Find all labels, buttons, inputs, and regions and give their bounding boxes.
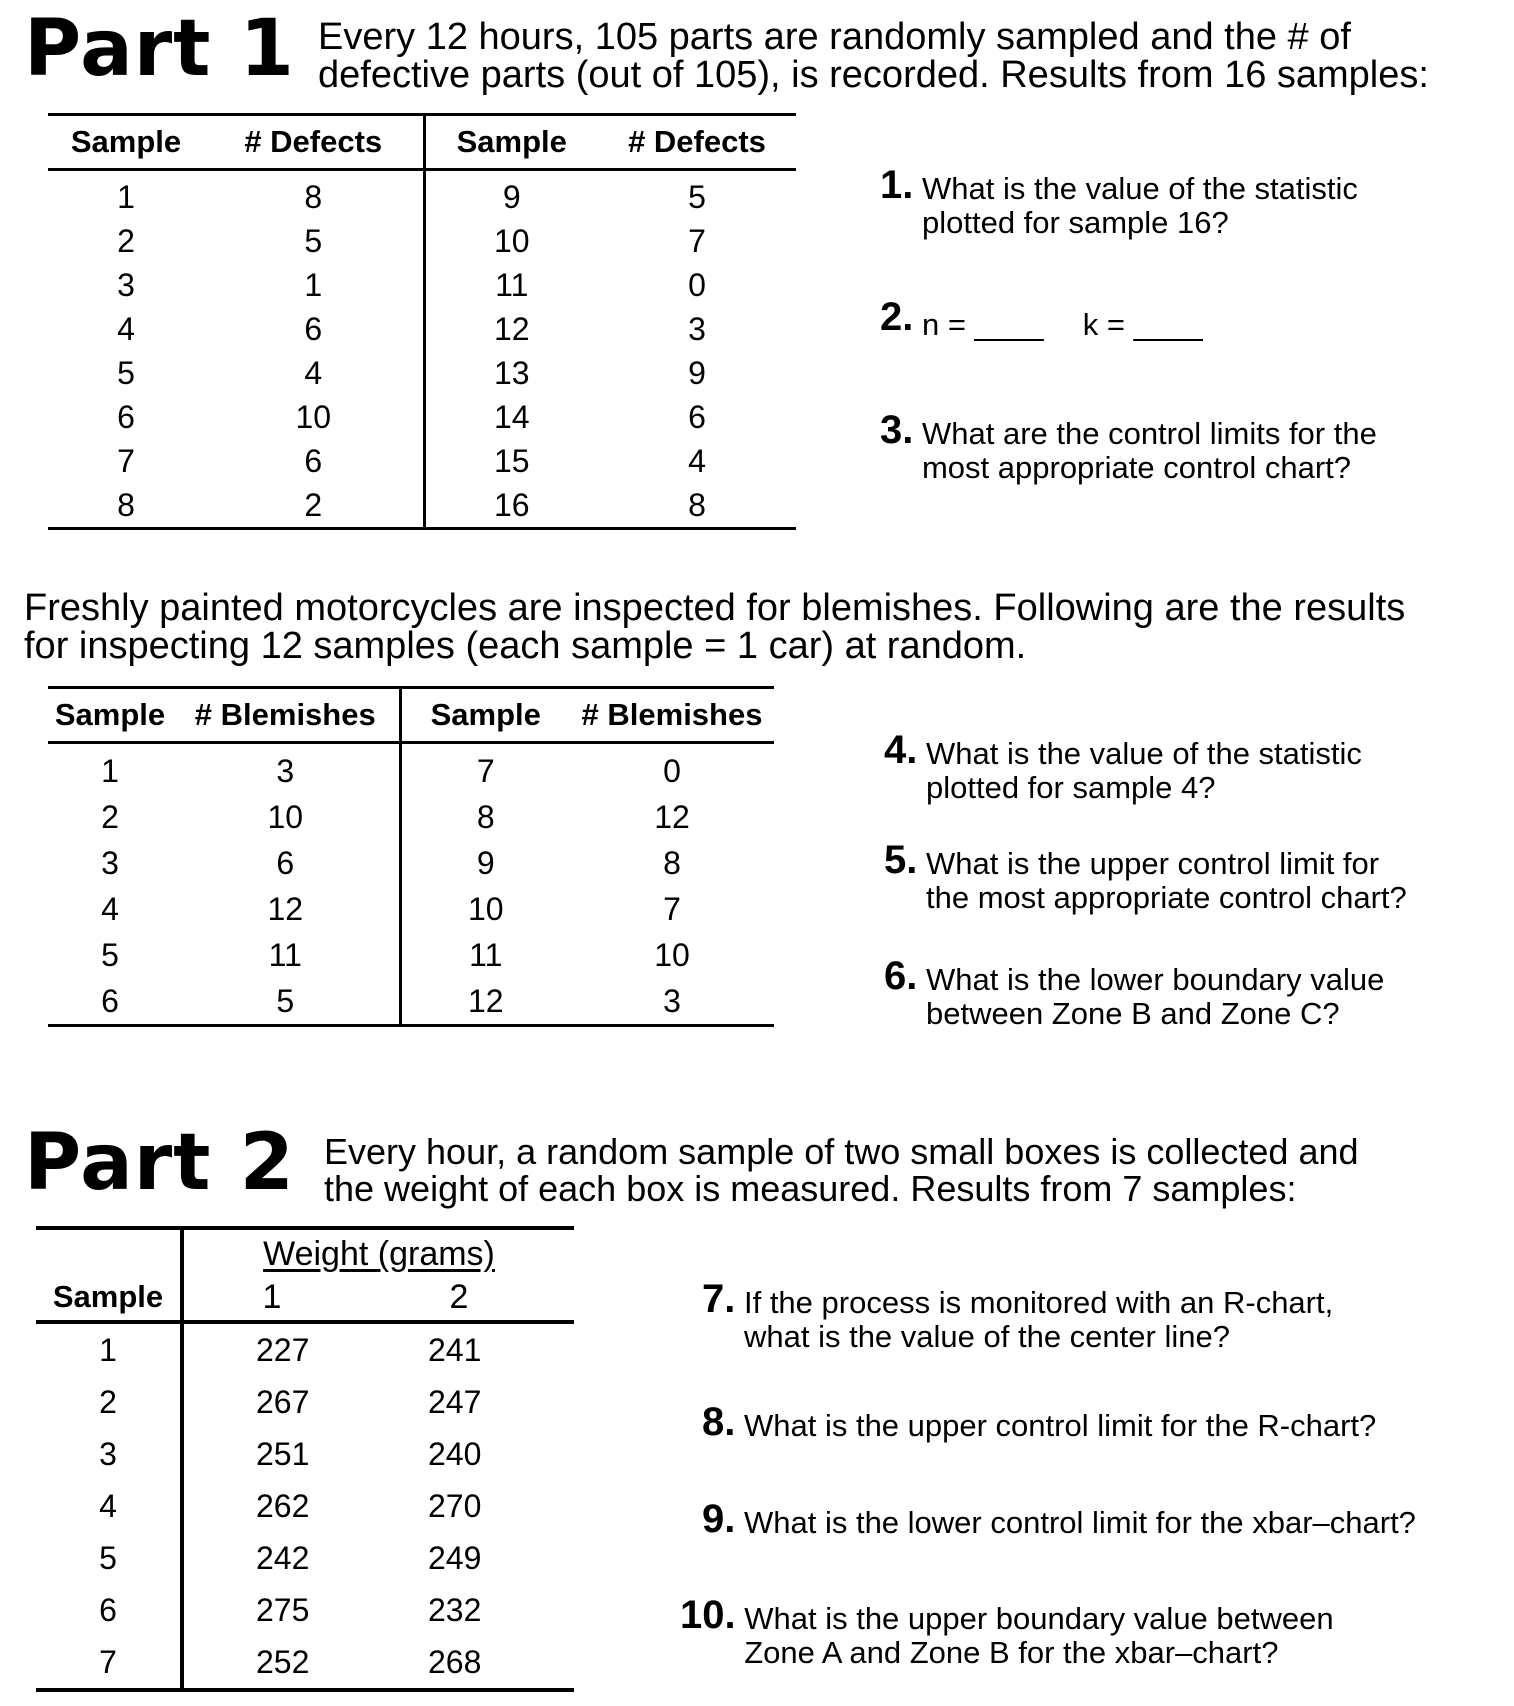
table-cell: 7 [36,1636,182,1690]
table-cell: 6 [36,1584,182,1636]
table-row [36,1322,574,1376]
blemish-intro-line1: Freshly painted motorcycles are inspected for blemishes. Following are the results [24,587,1406,629]
col-header: # Defects [244,124,383,159]
question-text: what is the value of the center line? [743,1319,1230,1354]
col-header: Sample [54,697,166,732]
table-cell: 12 [424,307,598,351]
table-cell: 10 [267,798,304,835]
part1-title: Part 1 [24,4,295,94]
table-row [48,351,796,395]
question-number: 10. [680,1593,736,1637]
table-cell: 14 [424,395,598,439]
part2-intro [324,1133,1359,1207]
weight-group-header: Weight (grams) [263,1235,495,1273]
table-cell: 2 [36,1376,182,1428]
question-text: plotted for sample 4? [925,770,1216,805]
table-cell: 232 [428,1591,482,1628]
table-cell: 6 [688,398,706,435]
question-2 [880,295,1203,342]
table-cell: 9 [400,840,570,886]
table-row [48,170,796,220]
part1-intro-line1: Every 12 hours, 105 parts are randomly sampled and the # of [318,16,1351,58]
col-header: # Blemishes [581,697,763,732]
part2-title: Part 2 [24,1118,295,1208]
question-number: 6. [884,954,918,998]
table-cell: 247 [428,1383,482,1420]
table-cell: 9 [424,170,598,220]
table-cell: 10 [295,398,332,435]
table-row [48,886,774,932]
col-header: Sample [36,1274,182,1322]
col-header: # Defects [628,124,766,159]
table-row [48,307,796,351]
question-text: What is the upper boundary value between [744,1601,1334,1636]
table-cell: 5 [101,936,119,973]
table-cell: 7 [400,743,570,795]
table-cell: 3 [276,752,295,789]
table-row [48,743,774,795]
question-1 [880,163,1358,240]
table-row [36,1636,574,1690]
table-cell: 8 [688,486,706,523]
table-cell: 262 [256,1487,310,1524]
table-cell: 1 [117,178,135,215]
table-row [48,932,774,978]
table-cell: 0 [663,752,681,789]
question-text: What is the value of the statistic [921,171,1358,206]
table-cell: 8 [400,794,570,840]
table-cell: 7 [688,222,706,259]
part1-intro [318,18,1429,94]
table-cell: 11 [424,263,598,307]
table-cell: 240 [428,1435,482,1472]
table-cell: 270 [428,1487,482,1524]
col-header: Sample [424,115,598,170]
table-cell: 242 [256,1539,310,1576]
table-cell: 241 [428,1331,482,1368]
table-cell: 6 [304,310,323,347]
question-number: 3. [880,408,914,452]
part1-intro-line2: defective parts (out of 105), is recorded. Results from 16 samples: [318,54,1429,96]
col-header: 2 [449,1277,469,1316]
question-3 [880,408,1377,485]
table-cell: 1 [304,266,323,303]
blemish-intro-line2: for inspecting 12 samples (each sample = 1 car) at random. [24,625,1027,667]
table-cell: 12 [400,978,570,1026]
table-cell: 5 [276,982,295,1019]
table-row [48,794,774,840]
question-number: 8. [702,1400,736,1444]
question-text: If the process is monitored with an R-chart, [743,1285,1334,1320]
table-cell: 7 [117,442,135,479]
table-cell: 4 [36,1480,182,1532]
table-cell: 16 [424,483,598,529]
table-row [48,483,796,529]
table-cell: 5 [117,354,135,391]
question-text: What is the upper control limit for [925,846,1380,881]
table-cell: 3 [36,1428,182,1480]
table-cell: 251 [256,1435,310,1472]
question-text: the most appropriate control chart? [925,880,1407,915]
table-cell: 275 [256,1591,310,1628]
table-cell: 8 [663,844,681,881]
weight-table [36,1226,574,1692]
table-cell: 6 [304,442,323,479]
table-cell: 5 [688,178,706,215]
col-header: # Blemishes [194,697,376,732]
question-6 [884,954,1385,1031]
table-cell: 3 [663,982,681,1019]
question-number: 2. [880,295,914,339]
col-header: Sample [400,688,570,743]
table-cell: 5 [36,1532,182,1584]
table-cell: 11 [268,936,302,973]
table-cell: 4 [688,442,706,479]
question-text: What is the lower boundary value [925,962,1385,997]
table-row [36,1584,574,1636]
table-row [36,1428,574,1480]
table-cell: 9 [688,354,706,391]
defects-table [48,113,796,530]
question-number: 7. [702,1277,736,1321]
table-cell: 252 [256,1643,310,1680]
table-row [48,978,774,1026]
question-4 [884,728,1362,805]
question-5 [884,838,1407,915]
blemish-table-header [48,688,774,743]
table-cell: 6 [101,982,119,1019]
part2-intro-line1: Every hour, a random sample of two small boxes is collected and [324,1131,1359,1172]
table-cell: 2 [304,486,323,523]
question-text: What is the upper control limit for the R-chart? [743,1408,1377,1443]
table-cell: 1 [101,752,119,789]
table-row [48,840,774,886]
table-cell: 11 [400,932,570,978]
part2-intro-line2: the weight of each box is measured. Results from 7 samples: [324,1168,1297,1209]
table-cell: 7 [663,890,681,927]
table-cell: 10 [400,886,570,932]
question-text: What are the control limits for the [921,416,1377,451]
table-cell: 227 [256,1331,310,1368]
question-text: What is the value of the statistic [925,736,1362,771]
question-7 [702,1277,1334,1354]
table-row [48,439,796,483]
table-row [36,1480,574,1532]
table-row [48,219,796,263]
table-cell: 12 [654,798,690,835]
table-cell: 4 [117,310,135,347]
defects-table-header [48,115,796,170]
table-cell: 8 [304,178,323,215]
table-cell: 6 [117,398,135,435]
table-cell: 3 [101,844,119,881]
blemish-table [48,686,774,1027]
table-cell: 12 [267,890,304,927]
table-cell: 5 [304,222,323,259]
question-text: plotted for sample 16? [921,205,1229,240]
table-cell: 10 [654,936,690,973]
question-text: Zone A and Zone B for the xbar–chart? [744,1635,1279,1670]
blemish-intro [24,589,1405,665]
table-cell: 15 [424,439,598,483]
table-cell: 268 [428,1643,482,1680]
table-cell: 3 [688,310,706,347]
table-cell: 4 [101,890,119,927]
question-number: 9. [702,1497,736,1541]
table-cell: 8 [117,486,135,523]
col-header: 1 [262,1277,282,1316]
table-cell: 2 [117,222,135,259]
table-cell: 1 [36,1322,182,1376]
table-cell: 4 [304,354,323,391]
col-header: Sample [70,124,182,159]
n-blank: n = ____ [921,307,1044,342]
table-cell: 249 [428,1539,482,1576]
table-row [36,1376,574,1428]
question-8 [702,1400,1377,1444]
question-number: 1. [880,163,914,207]
k-blank: k = ____ [1082,307,1203,342]
question-10 [680,1593,1334,1670]
question-text: between Zone B and Zone C? [925,996,1340,1031]
question-9 [702,1497,1416,1541]
table-cell: 3 [117,266,135,303]
question-number: 4. [884,728,918,772]
table-cell: 0 [688,266,706,303]
table-cell: 267 [256,1383,310,1420]
table-cell: 2 [101,798,119,835]
table-row [36,1532,574,1584]
table-row [48,263,796,307]
question-text: most appropriate control chart? [921,450,1352,485]
table-cell: 13 [424,351,598,395]
question-text: What is the lower control limit for the xbar–chart? [743,1505,1416,1540]
question-number: 5. [884,838,918,882]
table-cell: 10 [424,219,598,263]
table-cell: 6 [276,844,295,881]
table-row [48,395,796,439]
